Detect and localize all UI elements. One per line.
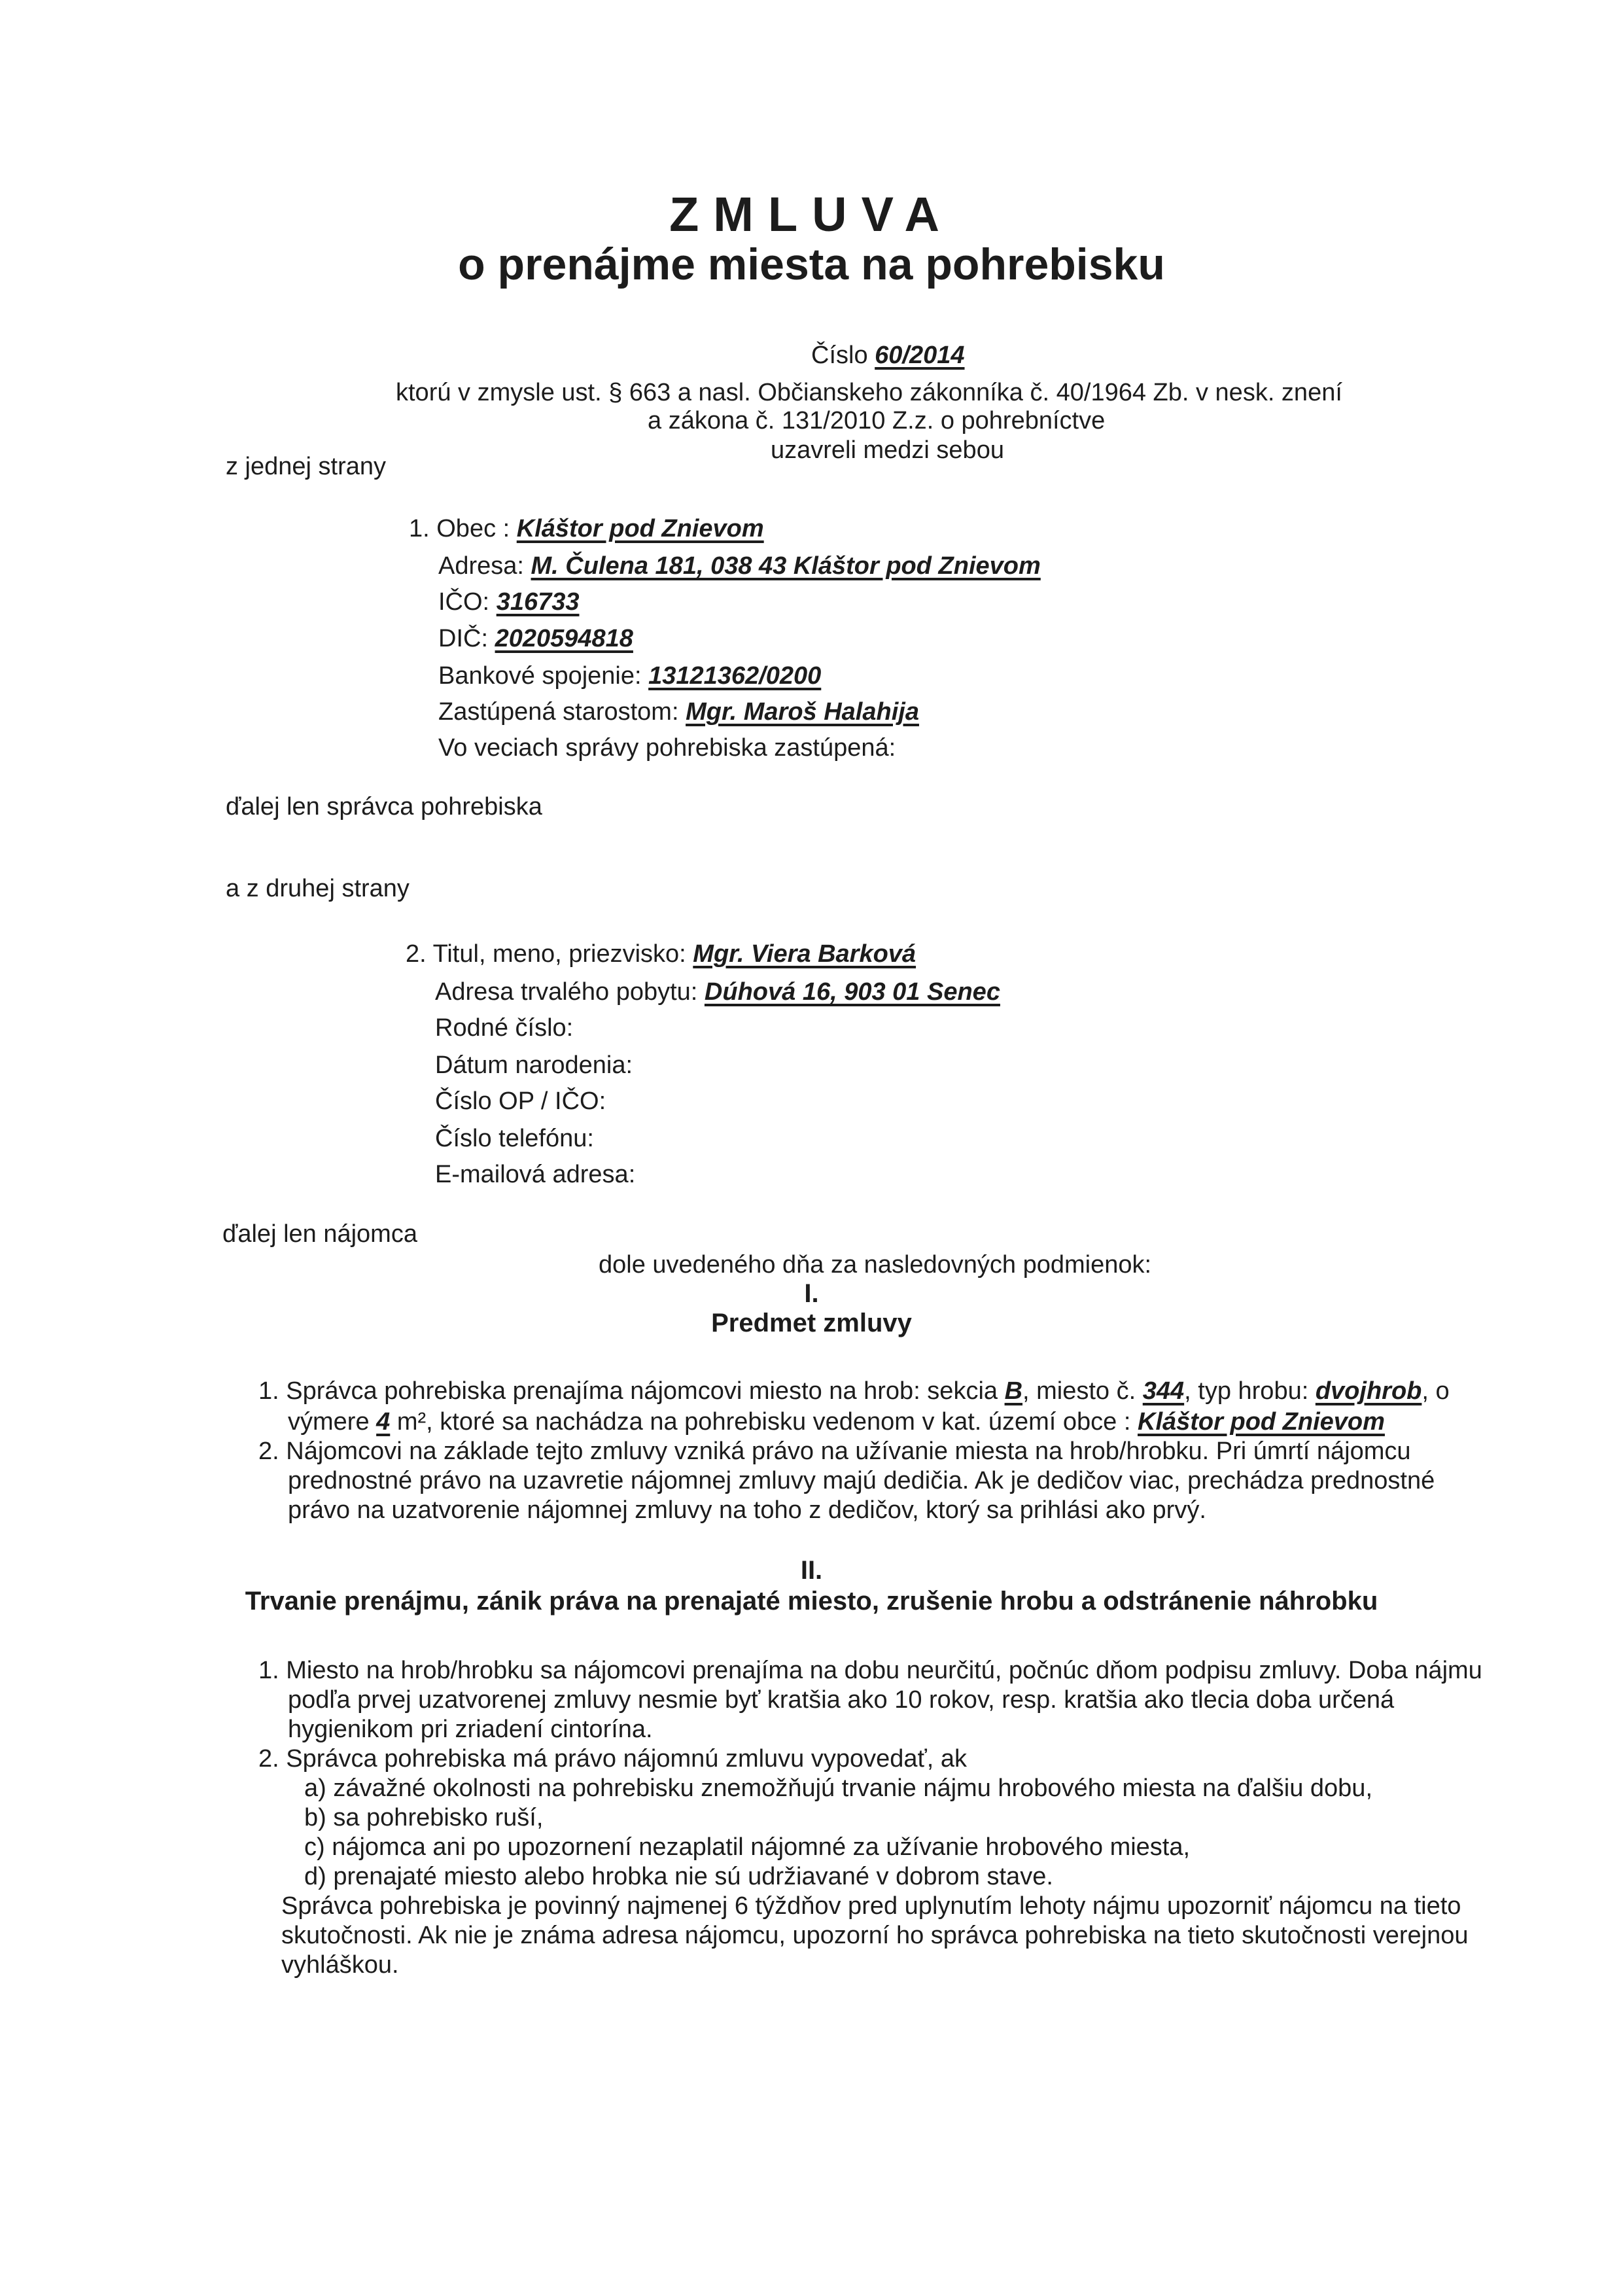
section2-title: Trvanie prenájmu, zánik práva na prenajaté miesto, zrušenie hrobu a odstránenie náhrobku xyxy=(245,1587,1378,1616)
party1-dic-line xyxy=(438,624,633,654)
section2-p1-line1: 1. Miesto na hrob/hrobku sa nájomcovi prenajíma na dobu neurčitú, počnúc dňom podpisu zmluvy. Doba nájmu xyxy=(258,1657,1482,1684)
party1-ico-label: IČO: xyxy=(438,588,497,616)
party2-adresa-value: Dúhová 16, 903 01 Senec xyxy=(704,978,1000,1006)
document-title: ZMLUVA xyxy=(669,187,954,241)
section2-p1-line3: hygienikom pri zriadení cintorína. xyxy=(288,1716,653,1743)
party2-email-label: E-mailová adresa: xyxy=(435,1161,636,1188)
section1-p2-line2: prednostné právo na uzavretie nájomnej zmluvy majú dedičia. Ak je dedičov viac, prechádza prednostné xyxy=(288,1467,1435,1494)
section1-p2-line1: 2. Nájomcovi na základe tejto zmluvy vzniká právo na užívanie miesta na hrob/hrobku. Pri úmrtí nájomcu xyxy=(258,1438,1411,1465)
contract-number xyxy=(811,340,965,370)
side-one-label: z jednej strany xyxy=(226,453,387,480)
section1-title: Predmet zmluvy xyxy=(711,1309,912,1337)
section1-p2-line3: právo na uzatvorenie nájomnej zmluvy na toho z dedičov, ktorý sa prihlási ako prvý. xyxy=(288,1496,1206,1524)
side-two-label: a z druhej strany xyxy=(226,875,410,902)
document-subtitle: o prenájme miesta na pohrebisku xyxy=(458,239,1165,289)
s1p1-text-d: , o xyxy=(1422,1377,1450,1405)
section2-p2-item-d: d) prenajaté miesto alebo hrobka nie sú udržiavané v dobrom stave. xyxy=(304,1863,1053,1890)
section2-p2-after-line1: Správca pohrebiska je povinný najmenej 6 týždňov pred uplynutím lehoty nájmu upozorniť nájomcu na tieto xyxy=(281,1892,1461,1920)
s1p1-sekcia: B xyxy=(1004,1377,1023,1405)
section2-p2-after-line3: vyhláškou. xyxy=(281,1951,399,1979)
s1p1-text-e: výmere xyxy=(288,1408,377,1436)
party2-datum-label: Dátum narodenia: xyxy=(435,1051,633,1079)
section2-p1-line2: podľa prvej uzatvorenej zmluvy nesmie byť kratšia ako 10 rokov, resp. kratšia ako tlecia doba určená xyxy=(288,1686,1395,1714)
party1-bank-line xyxy=(438,661,821,691)
party1-ico-line xyxy=(438,587,580,617)
section2-number: II. xyxy=(800,1556,823,1585)
section1-p1-line1 xyxy=(258,1376,1450,1406)
party2-adresa-label: Adresa trvalého pobytu: xyxy=(435,978,705,1006)
s1p1-text-a: 1. Správca pohrebiska prenajíma nájomcovi miesto na hrob: sekcia xyxy=(258,1377,1005,1405)
party2-op-label: Číslo OP / IČO: xyxy=(435,1087,606,1115)
party1-obec-line xyxy=(409,514,764,544)
party1-dic-label: DIČ: xyxy=(438,625,495,652)
s1p1-typ: dvojhrob xyxy=(1315,1377,1422,1405)
preamble-line-1: ktorú v zmysle ust. § 663 a nasl. Občianskeho zákonníka č. 40/1964 Zb. v nesk. znení xyxy=(396,379,1342,406)
party1-obec-label: 1. Obec : xyxy=(409,515,517,542)
party1-bank-label: Bankové spojenie: xyxy=(438,662,649,690)
party1-zast-label: Zastúpená starostom: xyxy=(438,698,686,726)
party2-role: ďalej len nájomca xyxy=(222,1220,417,1248)
party1-sprava-label: Vo veciach správy pohrebiska zastúpená: xyxy=(438,734,896,762)
preamble-line-3: uzavreli medzi sebou xyxy=(771,436,1004,464)
party1-adresa-line xyxy=(438,551,1041,581)
s1p1-text-b: , miesto č. xyxy=(1022,1377,1143,1405)
party1-dic-value: 2020594818 xyxy=(495,625,633,652)
conditions-intro: dole uvedeného dňa za nasledovných podmienok: xyxy=(599,1251,1152,1279)
party1-bank-value: 13121362/0200 xyxy=(648,662,822,690)
party1-ico-value: 316733 xyxy=(496,588,580,616)
party2-meno-label: 2. Titul, meno, priezvisko: xyxy=(406,940,693,968)
s1p1-text-f: m², ktoré sa nachádza na pohrebisku vedenom v kat. území obce : xyxy=(390,1408,1138,1436)
party2-tel-label: Číslo telefónu: xyxy=(435,1125,594,1152)
party1-zast-line xyxy=(438,697,919,727)
party2-meno-value: Mgr. Viera Barková xyxy=(693,940,916,968)
party1-adresa-label: Adresa: xyxy=(438,552,531,580)
section2-p2-item-b: b) sa pohrebisko ruší, xyxy=(304,1804,544,1831)
s1p1-text-c: , typ hrobu: xyxy=(1184,1377,1316,1405)
party2-adresa-line xyxy=(435,977,1000,1007)
party1-obec-value: Kláštor pod Znievom xyxy=(516,515,764,542)
section2-p2-item-c: c) nájomca ani po upozornení nezaplatil nájomné za užívanie hrobového miesta, xyxy=(304,1833,1191,1861)
party1-role: ďalej len správca pohrebiska xyxy=(226,793,542,821)
s1p1-obec: Kláštor pod Znievom xyxy=(1138,1408,1385,1436)
party2-rodne-label: Rodné číslo: xyxy=(435,1014,574,1042)
section1-number: I. xyxy=(804,1279,819,1308)
section2-p2-item-a: a) závažné okolnosti na pohrebisku znemožňujú trvanie nájmu hrobového miesta na ďalšiu dobu, xyxy=(304,1775,1372,1802)
contract-number-prefix: Číslo xyxy=(811,342,875,369)
s1p1-vymera: 4 xyxy=(376,1408,391,1436)
party1-adresa-value: M. Čulena 181, 038 43 Kláštor pod Znievom xyxy=(531,552,1041,580)
section2-p2-after-line2: skutočnosti. Ak nie je známa adresa nájomcu, upozorní ho správca pohrebiska na tieto skutočnosti verejnou xyxy=(281,1922,1469,1949)
contract-number-value: 60/2014 xyxy=(875,342,965,369)
section2-p2-intro: 2. Správca pohrebiska má právo nájomnú zmluvu vypovedať, ak xyxy=(258,1745,968,1773)
s1p1-miesto: 344 xyxy=(1142,1377,1185,1405)
party1-zast-value: Mgr. Maroš Halahija xyxy=(686,698,919,726)
party2-meno-line xyxy=(406,939,916,969)
section1-p1-line2 xyxy=(288,1407,1385,1437)
preamble-line-2: a zákona č. 131/2010 Z.z. o pohrebníctve xyxy=(648,407,1106,434)
